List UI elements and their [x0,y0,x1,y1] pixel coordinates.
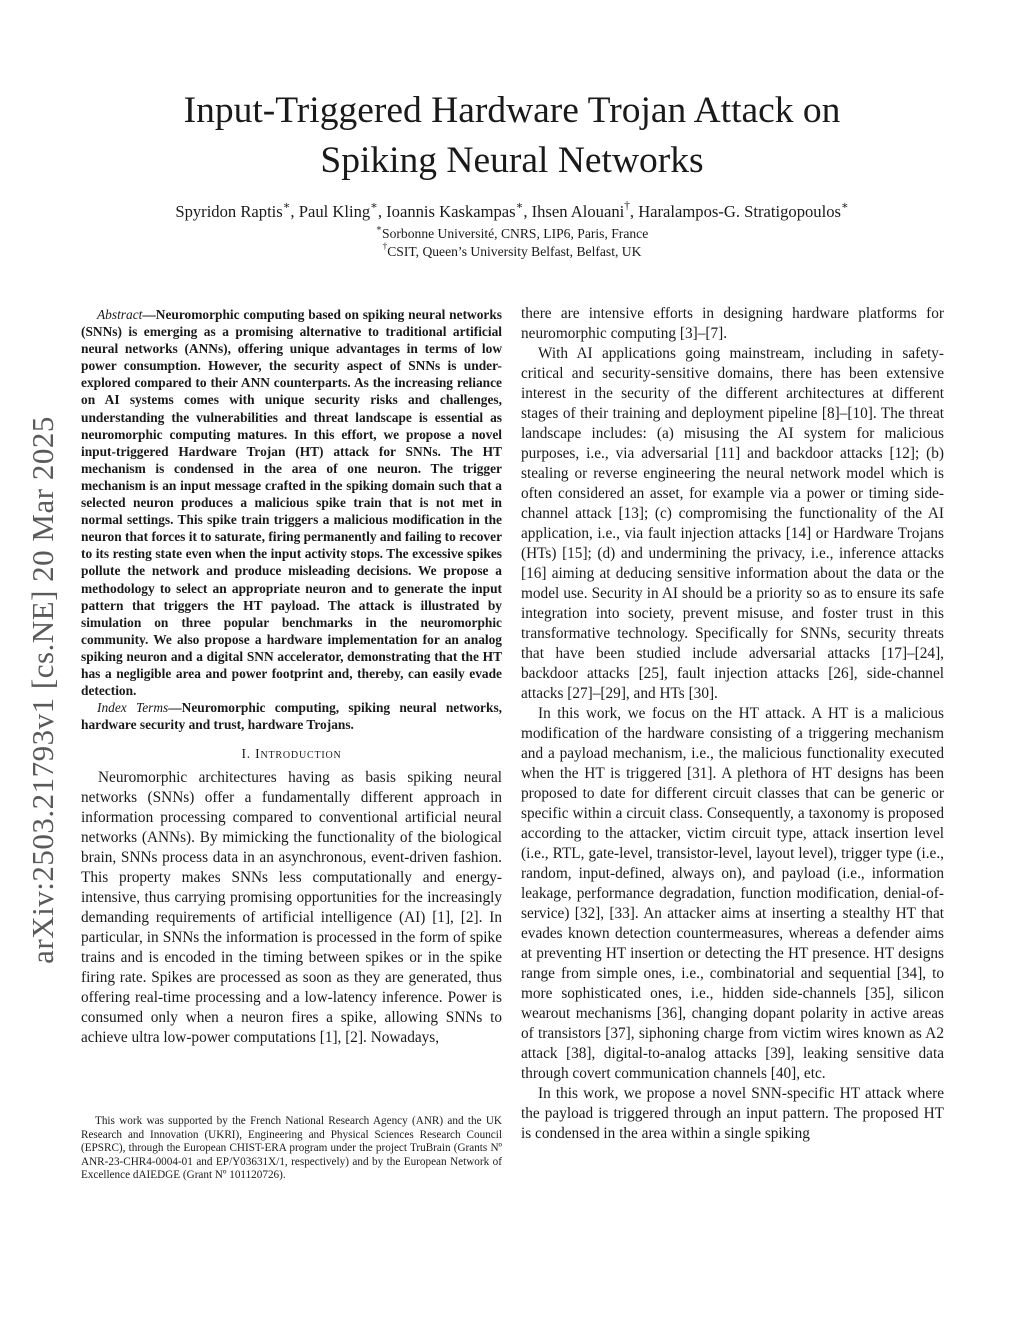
body-paragraph: there are intensive efforts in designing hardware platforms for neuromorphic computing [3]–[7]. [521,305,944,342]
author-mark: ∗ [282,199,291,212]
right-column-text [521,304,944,1144]
abstract-paragraph [81,306,502,699]
affiliation-mark: ∗ [375,223,383,234]
title-line: Spiking Neural Networks [320,140,704,181]
affiliation-text: Sorbonne Université, CNRS, LIP6, Paris, France [382,226,649,241]
footnote-text: This work was supported by the French National Research Agency (ANR) and the UK Research and Innovation (UKRI), Engineering and Physical Sciences Research Council (EPSRC), through the European CHIST-ERA program under the project TruBrain (Grants Nº ANR-23-CHR4-0004-01 and EP/Y03631X/1, respectively) and by the European Network of Excellence dAIEDGE (Grant Nº 101120726). [81,1115,502,1182]
title-line: Input-Triggered Hardware Trojan Attack on [183,90,841,131]
author-name: Paul Kling [298,202,371,221]
author-name: Haralampos-G. Stratigopoulos [638,202,841,221]
abstract [81,306,502,733]
affiliation-text: CSIT, Queen’s University Belfast, Belfast, UK [387,244,642,259]
body-paragraph: In this work, we propose a novel SNN-specific HT attack where the payload is triggered through an input pattern. The proposed HT is condensed in the area within a single spiking [521,1085,944,1142]
author-mark: ∗ [840,199,849,212]
author-mark: ∗ [370,199,378,212]
author-name: Ioannis Kaskampas [386,202,516,221]
author-mark: ∗ [515,199,524,212]
author-name: Spyridon Raptis [175,202,283,221]
body-paragraph: With AI applications going mainstream, including in safety-critical and security-sensitive domains, there has been extensive interest in the security of the different architectures at different stages of their training and deployment pipeline [8]–[10]. The threat landscape includes: (a) misusing the AI system for malicious purposes, i.e., via adversarial [11] and backdoor attacks [12]; (b) stealing or reverse engineering the neural network model which is often considered an asset, for example via a power or timing side-channel attack [13]; (c) compromising the functionality of the AI application, i.e., via fault injection attacks [14] or Hardware Trojans (HTs) [15]; (d) and undermining the privacy, i.e., inference attacks [16] aiming at deducing sensitive information about the data or the model use. Security in AI should be a priority so as to ensure its safe integration into society, prevent misuse, and foster trust in this transformative technology. Specifically for SNNs, security threats that have been studied include adversarial attacks [17]–[24], backdoor attacks [25], fault injection attacks [26], side-channel attacks [27]–[29], and HTs [30]. [521,345,944,702]
author-name: Ihsen Alouani [531,202,625,221]
arxiv-side-label: arXiv:2503.21793v1 [cs.NE] 20 Mar 2025 [25,416,60,964]
affiliation [0,241,1024,260]
index-terms-text: —Neuromorphic computing, spiking neural networks, hardware security and trust, hardware Trojans. [81,700,503,733]
body-paragraph: Neuromorphic architectures having as basis spiking neural networks (SNNs) offer a fundamentally different approach in information processing compared to conventional artificial neural networks (ANNs). By mimicking the functionality of the biological brain, SNNs process data in an asynchronous, event-driven fashion. This property makes SNNs less computationally and energy-intensive, thus carrying promising opportunities for the increasingly demanding requirements of artificial intelligence (AI) [1], [2]. In particular, in SNNs the information is processed in the form of spike trains and is encoded in the timing between spikes or in the spike firing rate. Spikes are processed as soon as they are generated, thus offering real-time processing and a low-latency inference. Power is consumed only when a neuron fires a spike, allowing SNNs to achieve ultra low-power computations [1], [2]. Nowadays, [81,769,502,1046]
author-mark: † [624,199,630,212]
abstract-text: —Neuromorphic computing based on spiking neural networks (SNNs) is emerging as a promising alternative to traditional artificial neural networks (ANNs), offering unique advantages in terms of low power consumption. However, the security aspect of SNNs is under-explored compared to their ANN counterparts. As the increasing reliance on AI systems comes with unique security risks and challenges, understanding the vulnerabilities and threat landscape is essential as neuromorphic computing matures. In this effort, we propose a novel input-triggered Hardware Trojan (HT) attack for SNNs. The HT mechanism is condensed in the area of one neuron. The trigger mechanism is an input message crafted in the spiking domain such that a selected neuron produces a malicious spike train that is not met in normal settings. This spike train triggers a malicious modification in the neuron that forces it to saturate, firing permanently and failing to recover to its resting state even when the input activity stops. The excessive spikes pollute the network and produce misleading decisions. We propose a methodology to select an appropriate neuron and to generate the input pattern that triggers the HT payload. The attack is illustrated by simulation on three popular benchmarks in the neuromorphic community. We also propose a hardware implementation for an analog spiking neuron and a digital SNN accelerator, demonstrating that the HT has a negligible area and power footprint and, thereby, can easily evade detection. [81,307,503,699]
section-heading: I. Introduction [241,746,342,761]
funding-footnote [81,1115,502,1183]
abstract-label: Abstract [97,307,143,322]
author-list: Spyridon Raptis∗, Paul Kling∗, Ioannis Kaskampas∗, Ihsen Alouani†, Haralampos-G. Stratigopoulos∗ [175,199,849,221]
body-paragraph: In this work, we focus on the HT attack. A HT is a malicious modification of the hardware consisting of a triggering mechanism and a payload mechanism, i.e., the malicious functionality executed when the HT is triggered [31]. A plethora of HT designs has been proposed to date for different circuit classes that can be generic or specific within a circuit class. Consequently, a taxonomy is proposed according to the attacker, victim circuit type, attack insertion level (i.e., RTL, gate-level, transistor-level, layout level), trigger type (i.e., random, input-defined, always on), and payload (i.e., information leakage, performance degradation, function modification, denial-of-service) [32], [33]. An attacker aims at inserting a stealthy HT that evades known detection countermeasures, whereas a defender aims at preventing HT insertion or detecting the HT presence. HT designs range from simple ones, i.e., combinatorial and sequential [34], to more sophisticated ones, i.e., hidden side-channels [35], silicon wearout mechanisms [36], changing dopant polarity in active areas of transistors [37], siphoning charge from victim wires known as A2 attack [38], digital-to-analog attacks [39], leaking sensitive data through covert communication channels [40], etc. [521,705,944,1082]
affiliation [0,223,1024,242]
index-terms-label: Index Terms [97,700,169,716]
introduction-text [81,768,502,1048]
affiliation-mark: † [382,241,388,252]
paper-title [0,86,1024,186]
index-terms [81,699,502,733]
